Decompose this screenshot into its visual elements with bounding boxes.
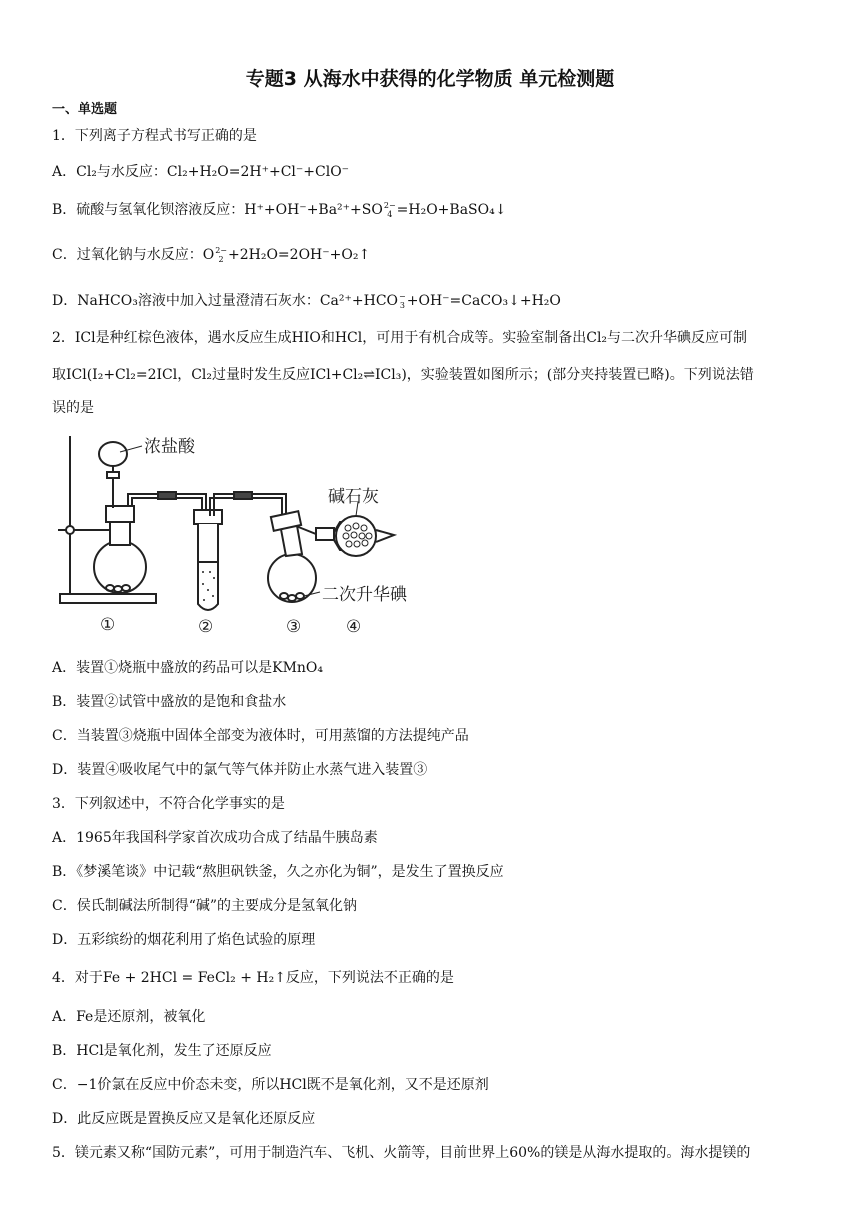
q4-option-b: B．HCl是氧化剂，发生了还原反应 bbox=[52, 1043, 272, 1059]
q2-option-a: A．装置①烧瓶中盛放的药品可以是KMnO₄ bbox=[52, 660, 324, 676]
q2-option-d: D．装置④吸收尾气中的氯气等气体并防止水蒸气进入装置③ bbox=[52, 762, 428, 778]
section-heading: 一、单选题 bbox=[52, 102, 118, 117]
q1-option-b: B．硫酸与氢氧化钡溶液反应：H⁺+OH⁻+Ba²⁺+SO 2− 4 =H₂O+BaSO₄↓ bbox=[52, 201, 507, 219]
q3-option-b: B．《梦溪笔谈》中记载“熬胆矾铁釜，久之亦化为铜”，是发生了置换反应 bbox=[52, 864, 504, 880]
q4-option-a: A．Fe是还原剂，被氧化 bbox=[52, 1009, 206, 1025]
label-conc-hcl: 浓盐酸 bbox=[144, 437, 195, 457]
label-soda-lime: 碱石灰 bbox=[328, 487, 379, 507]
q4-stem: 4．对于Fe + 2HCl = FeCl₂ + H₂↑反应，下列说法不正确的是 bbox=[52, 970, 454, 986]
q1-option-a: A．Cl₂与水反应：Cl₂+H₂O=2H⁺+Cl⁻+ClO⁻ bbox=[52, 164, 350, 180]
q2-option-b: B．装置②试管中盛放的是饱和食盐水 bbox=[52, 694, 287, 710]
q4-option-d: D．此反应既是置换反应又是氧化还原反应 bbox=[52, 1111, 316, 1127]
apparatus-figure bbox=[58, 432, 428, 642]
label-apparatus-3: ③ bbox=[286, 617, 302, 637]
q3-option-a: A．1965年我国科学家首次成功合成了结晶牛胰岛素 bbox=[52, 830, 378, 846]
q1-stem: 1．下列离子方程式书写正确的是 bbox=[52, 128, 257, 144]
q2-stem-line3: 误的是 bbox=[52, 400, 94, 416]
q2-stem-line2: 取ICl(I₂+Cl₂=2ICl，Cl₂过量时发生反应ICl+Cl₂⇌ICl₃)，实验装置如图所示；(部分夹持装置已略)。下列说法错 bbox=[52, 367, 754, 383]
label-apparatus-2: ② bbox=[198, 617, 214, 637]
q3-option-c: C．侯氏制碱法所制得“碱”的主要成分是氢氧化钠 bbox=[52, 898, 358, 914]
page-title: 专题3 从海水中获得的化学物质 单元检测题 bbox=[245, 68, 615, 90]
q3-option-d: D．五彩缤纷的烟花利用了焰色试验的原理 bbox=[52, 932, 316, 948]
label-iodine: 二次升华碘 bbox=[322, 585, 407, 605]
q2-option-c: C．当装置③烧瓶中固体全部变为液体时，可用蒸馏的方法提纯产品 bbox=[52, 728, 469, 744]
q4-option-c: C．−1价氯在反应中价态未变，所以HCl既不是氧化剂，又不是还原剂 bbox=[52, 1077, 489, 1093]
q5-stem-line1: 5．镁元素又称“国防元素”，可用于制造汽车、飞机、火箭等，目前世界上60%的镁是从海水提取的。海水提镁的 bbox=[52, 1145, 751, 1161]
label-apparatus-1: ① bbox=[100, 615, 116, 635]
q3-stem: 3．下列叙述中，不符合化学事实的是 bbox=[52, 796, 285, 812]
q2-stem-line1: 2．ICl是种红棕色液体，遇水反应生成HIO和HCl，可用于有机合成等。实验室制备出Cl₂与二次升华碘反应可制 bbox=[52, 330, 748, 346]
q1-option-d: D．NaHCO₃溶液中加入过量澄清石灰水：Ca²⁺+HCO − 3 +OH⁻=CaCO₃↓+H₂O bbox=[52, 292, 561, 310]
q1-option-c: C．过氧化钠与水反应：O 2− 2 +2H₂O=2OH⁻+O₂↑ bbox=[52, 246, 371, 264]
label-apparatus-4: ④ bbox=[346, 617, 362, 637]
